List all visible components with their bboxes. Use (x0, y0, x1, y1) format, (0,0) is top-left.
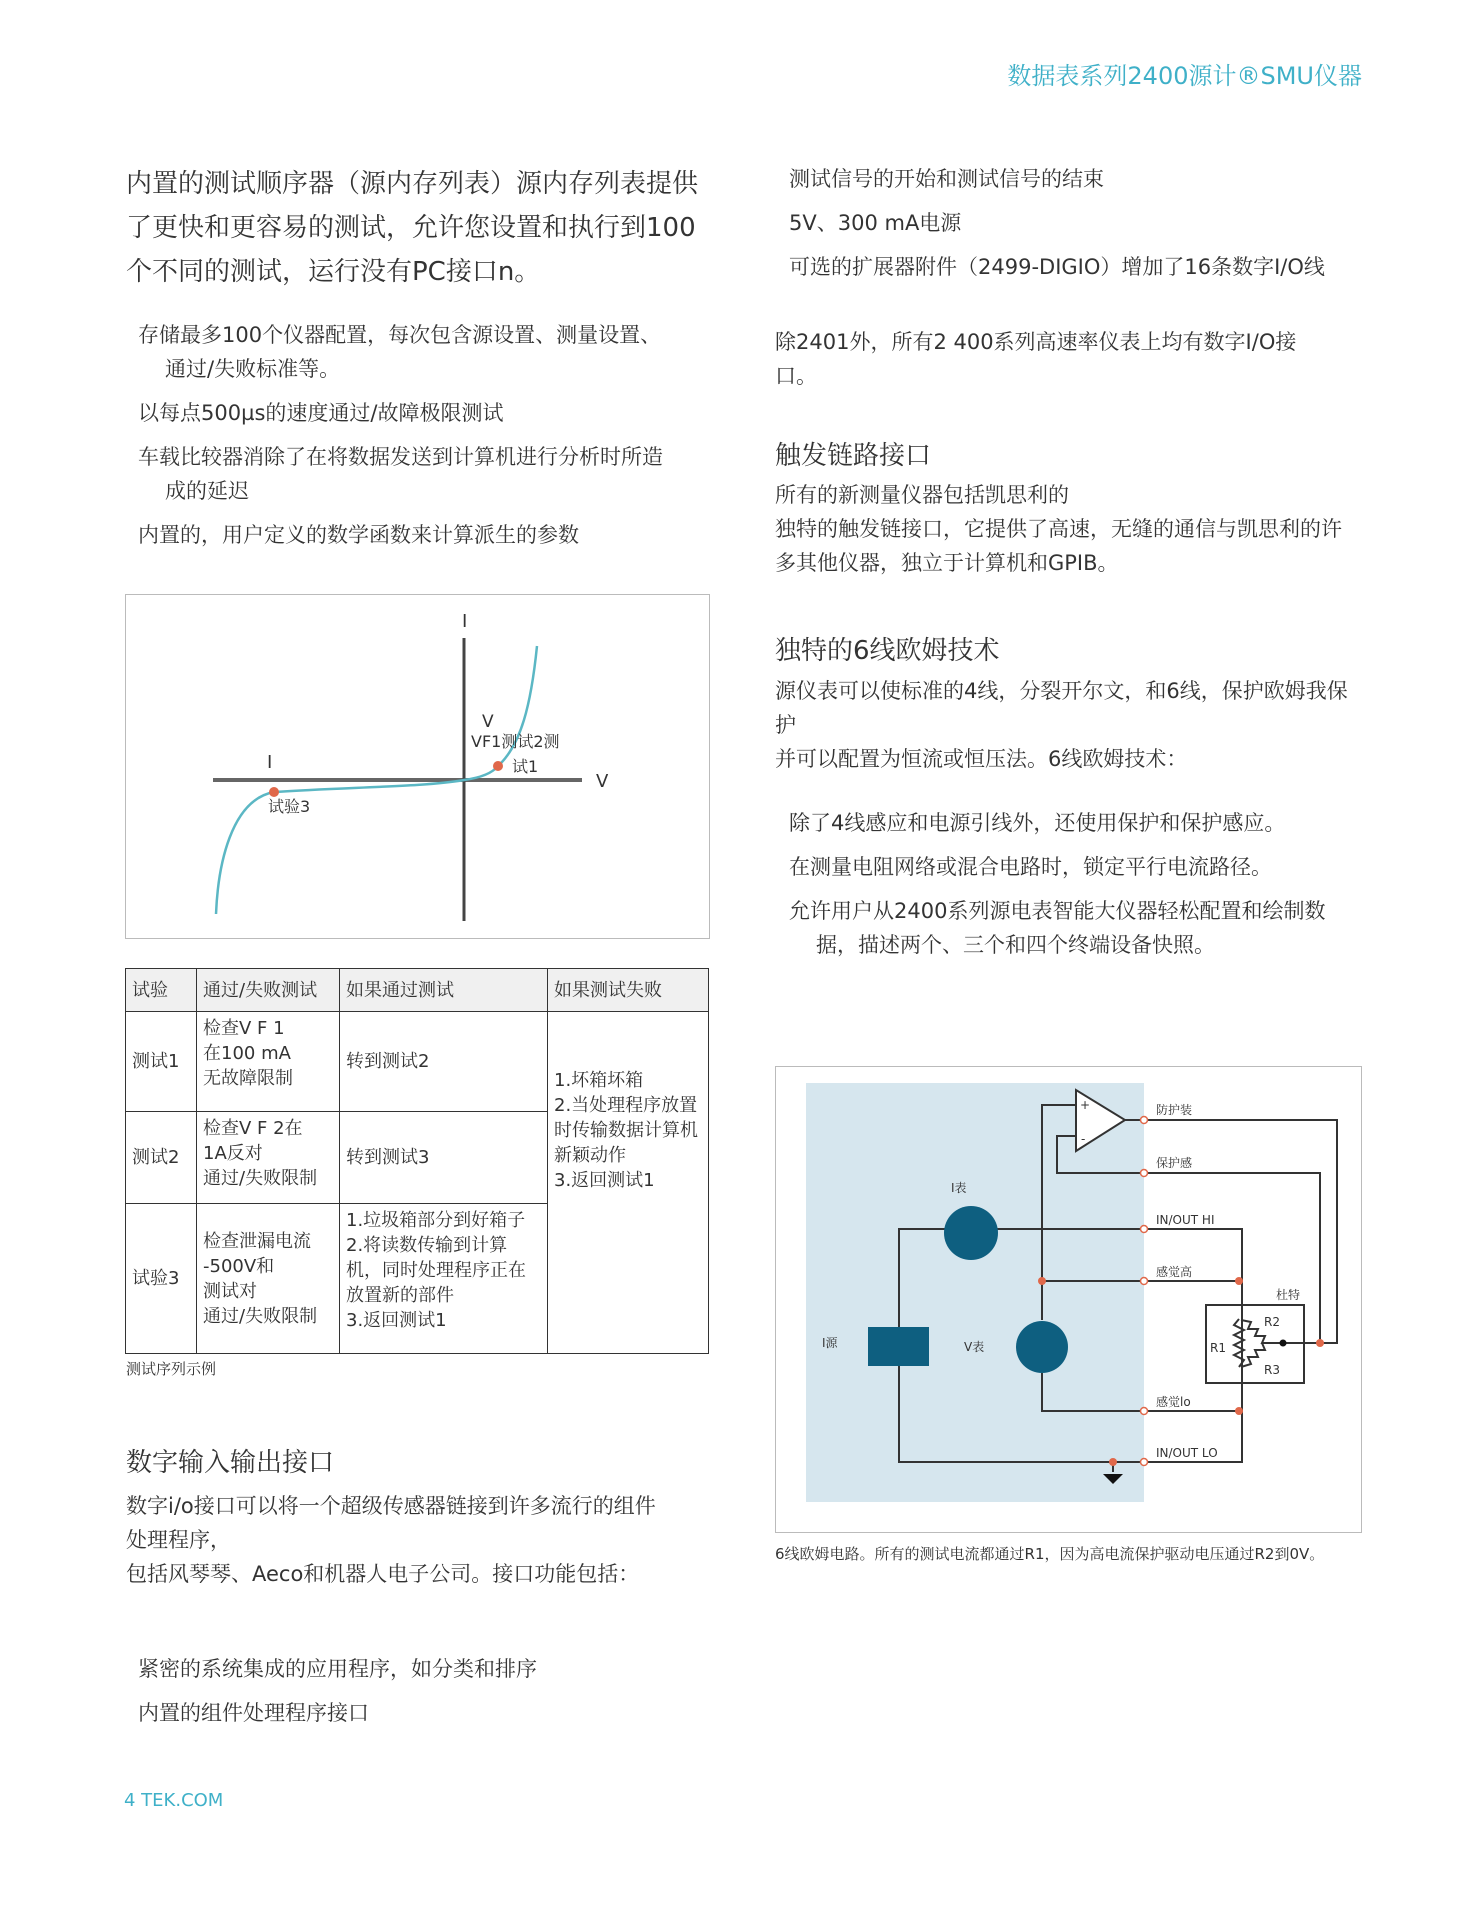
sixwire-heading: 独特的6线欧姆技术 (775, 636, 1000, 666)
label-io-lo: IN/OUT LO (1156, 1446, 1218, 1460)
node-dot (1316, 1339, 1324, 1347)
label-r1: R1 (1210, 1341, 1226, 1355)
i-meter-icon (944, 1206, 998, 1260)
r2-r3-junction (1280, 1340, 1287, 1347)
test-name: 试验3 (126, 1204, 197, 1354)
table-caption: 测试序列示例 (126, 1360, 217, 1378)
circuit-svg (776, 1067, 1361, 1532)
axis-label-v: V (596, 771, 609, 792)
six-wire-circuit-figure (775, 1066, 1362, 1533)
opamp-minus-label: - (1081, 1132, 1086, 1146)
test-name: 测试1 (126, 1012, 197, 1112)
cell-line: 检查V F 2在 (203, 1118, 303, 1139)
test1-point (493, 761, 503, 771)
node-dot (1235, 1277, 1243, 1285)
bullet-item: 除了4线感应和电源引线外，还使用保护和保护感应。 (789, 811, 1286, 835)
sequencer-intro: 内置的测试顺序器（源内存列表）源内存列表提供了更快和更容易的测试，允许您设置和执行到100个不同的测试，运行没有PC接口n。 (126, 169, 699, 287)
label-vf: VF1测试2测 (471, 732, 560, 751)
cell-line: 1.垃圾箱部分到好箱子 (346, 1210, 526, 1231)
terminal-guard (1141, 1117, 1148, 1124)
bullet-item: 5V、300 mA电源 (789, 211, 962, 235)
bullet-item: 可选的扩展器附件（2499-DIGIO）增加了16条数字I/O线 (789, 255, 1325, 279)
bullet-item: 车载比较器消除了在将数据发送到计算机进行分析时所造成的延迟 (138, 445, 663, 503)
cell-line: 测试对 (203, 1280, 257, 1302)
pass-cell (340, 1204, 548, 1354)
r3-resistor (1241, 1343, 1265, 1367)
node-dot (1109, 1458, 1117, 1466)
sixwire-bullets (789, 806, 1329, 972)
cell-line: 检查泄漏电流 (203, 1230, 311, 1252)
v-meter-icon (1016, 1321, 1068, 1373)
sequencer-bullets (138, 318, 678, 562)
pass-cell: 转到测试3 (340, 1112, 548, 1204)
opamp-plus-label: + (1080, 1098, 1091, 1112)
cell-line: 2.将读数传输到计算机，同时处理程序正在放置新的部件 (346, 1235, 526, 1306)
instrument-background (806, 1083, 1144, 1502)
paragraph: 独特的触发链接口，它提供了高速，无缝的通信与凯思利的许多其他仪器，独立于计算机和GPIB。 (775, 517, 1342, 575)
test-sequence-table (125, 968, 709, 1354)
terminal-sense-lo (1141, 1408, 1148, 1415)
bullet-item: 以每点500µs的速度通过/故障极限测试 (138, 401, 504, 425)
label-v: V (482, 712, 494, 732)
col-header: 如果通过测试 (340, 969, 548, 1012)
label-sense-lo: 感觉lo (1156, 1395, 1191, 1409)
label-sense-hi: 感觉高 (1156, 1265, 1193, 1279)
cell-line: 3.返回测试1 (554, 1170, 655, 1191)
paragraph: 数字i/o接口可以将一个超级传感器链接到许多流行的组件处理程序， (126, 1494, 656, 1552)
node-dot (1235, 1407, 1243, 1415)
label-i-source: I源 (822, 1336, 838, 1350)
digital-io-note: 除2401外，所有2 400系列高速率仪表上均有数字I/O接口。 (775, 330, 1297, 388)
label-guard: 防护装 (1156, 1103, 1193, 1117)
cell-line: 无故障限制 (203, 1068, 293, 1089)
trigger-text (775, 478, 1355, 580)
cell-line: -500V和 (203, 1255, 275, 1277)
label-io-hi: IN/OUT HI (1156, 1213, 1215, 1227)
paragraph: 并可以配置为恒流或恒压法。6线欧姆技术： (775, 747, 1188, 771)
paragraph: 源仪表可以使标准的4线，分裂开尔文，和6线，保护欧姆我保护 (775, 679, 1348, 737)
bullet-item: 允许用户从2400系列源电表智能大仪器轻松配置和绘制数据，描述两个、三个和四个终端设备快照。 (789, 899, 1326, 957)
check-cell (197, 1112, 340, 1204)
pass-cell: 转到测试2 (340, 1012, 548, 1112)
i-source-icon (868, 1327, 929, 1366)
check-cell (197, 1204, 340, 1354)
fail-cell (548, 1012, 709, 1354)
cell-line: 通过/失败限制 (203, 1168, 318, 1189)
label-i-left: I (267, 752, 273, 773)
terminal-sense-hi (1141, 1278, 1148, 1285)
col-header: 如果测试失败 (548, 969, 709, 1012)
node-dot (1038, 1277, 1046, 1285)
cell-line: 3.返回测试1 (346, 1310, 447, 1331)
digital-io-heading: 数字输入输出接口 (126, 1448, 335, 1478)
iv-curve-svg (126, 595, 709, 938)
digital-io-bullets (138, 1652, 698, 1740)
terminal-guard-sense (1141, 1170, 1148, 1177)
label-i-meter: I表 (951, 1181, 967, 1195)
test3-point (269, 787, 279, 797)
circuit-caption: 6线欧姆电路。所有的测试电流都通过R1，因为高电流保护驱动电压通过R2到0V。 (775, 1545, 1325, 1563)
cell-line: 2.当处理程序放置时传输数据计算机新颖动作 (554, 1095, 698, 1166)
bullet-item: 内置的，用户定义的数学函数来计算派生的参数 (138, 523, 579, 547)
bullet-item: 在测量电阻网络或混合电路时，锁定平行电流路径。 (789, 855, 1272, 879)
paragraph: 所有的新测量仪器包括凯思利的 (775, 483, 1069, 507)
label-guard-sense: 保护感 (1156, 1156, 1193, 1170)
label-r3: R3 (1264, 1363, 1280, 1377)
bullet-item: 紧密的系统集成的应用程序，如分类和排序 (138, 1657, 537, 1681)
iv-curve-figure (125, 594, 710, 939)
bullet-item: 内置的组件处理程序接口 (138, 1701, 369, 1725)
terminal-io-hi (1141, 1226, 1148, 1233)
paragraph: 包括风琴琴、Aeco和机器人电子公司。接口功能包括： (126, 1562, 640, 1586)
cell-line: 通过/失败限制 (203, 1305, 318, 1327)
cell-line: 在100 mA (203, 1043, 291, 1064)
cell-line: 1.坏箱坏箱 (554, 1070, 644, 1091)
cell-line: 检查V F 1 (203, 1018, 285, 1039)
cell-line: 1A反对 (203, 1143, 263, 1164)
footer-page: 4 TEK.COM (124, 1790, 224, 1811)
table-header-row (126, 969, 709, 1012)
label-r2: R2 (1264, 1315, 1280, 1329)
terminal-io-lo (1141, 1459, 1148, 1466)
table-row (126, 1012, 709, 1112)
bullet-item: 测试信号的开始和测试信号的结束 (789, 167, 1104, 191)
label-v-meter: V表 (964, 1340, 985, 1354)
sixwire-text (775, 674, 1355, 776)
axis-label-i: I (462, 611, 468, 632)
document-header-title: 数据表系列2400源计®SMU仪器 (1007, 62, 1362, 90)
label-dut: 杜特 (1276, 1288, 1301, 1302)
trigger-heading: 触发链路接口 (775, 441, 932, 471)
guard-wire (1125, 1120, 1337, 1343)
check-cell (197, 1012, 340, 1112)
col-header: 通过/失败测试 (197, 969, 340, 1012)
col-header: 试验 (126, 969, 197, 1012)
io-feature-bullets (789, 162, 1349, 294)
digital-io-text (126, 1489, 666, 1591)
label-test1: 试1 (512, 757, 539, 776)
label-test3: 试验3 (268, 797, 311, 816)
bullet-item: 存储最多100个仪器配置，每次包含源设置、测量设置、通过/失败标准等。 (138, 323, 662, 381)
test-name: 测试2 (126, 1112, 197, 1204)
